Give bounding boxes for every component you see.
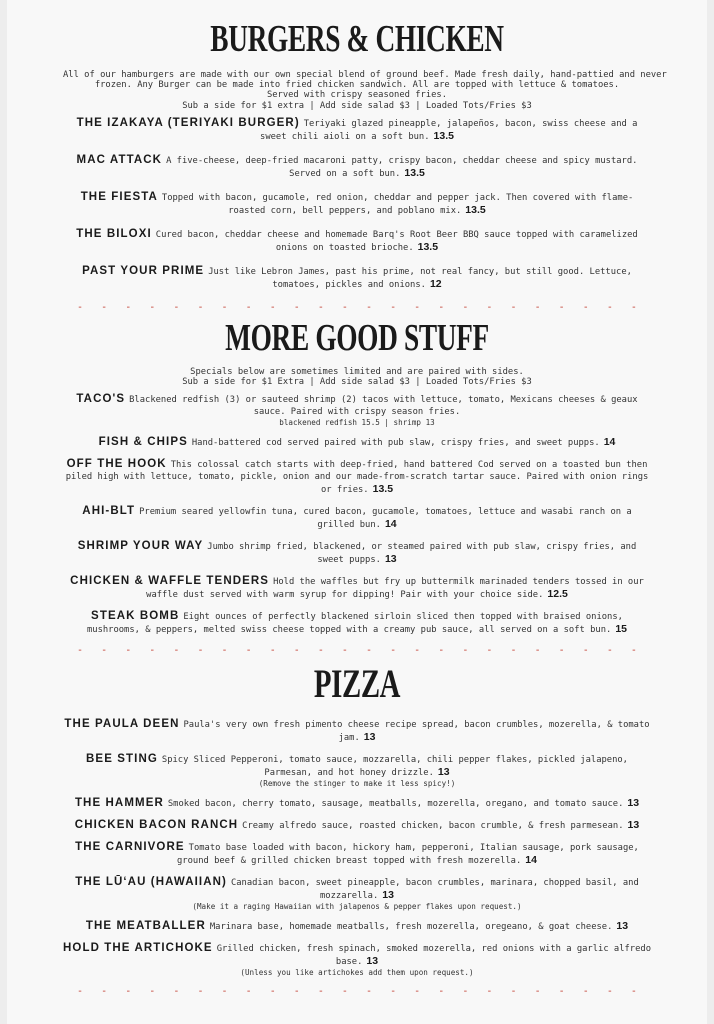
item-name: THE LŪʻAU (HAWAIIAN): [75, 876, 227, 889]
item-desc: Eight ounces of perfectly blackened sirloin sliced then topped with braised onions, mushrooms, & peppers, melted swiss cheese topped with a creamy pub sauce, all served on a soft bun.: [86, 612, 623, 636]
item-name: THE BILOXI: [76, 227, 152, 240]
section-divider: - - - - - - - - - - - - - - - - - - - - - - - -: [77, 645, 637, 657]
item-name: STEAK BOMB: [91, 610, 180, 623]
menu-item: [63, 265, 651, 291]
section-intro-more-good-stuff: [63, 367, 651, 387]
item-price: 13: [616, 920, 629, 933]
item-price: 13: [627, 797, 640, 810]
item-price: 13.5: [433, 129, 454, 142]
item-desc: Jumbo shrimp fried, blackened, or steamed paired with pub slaw, crispy fries, and sweet pupps.: [207, 542, 637, 566]
menu-item: [63, 393, 651, 427]
menu-item: [63, 876, 651, 911]
item-name: FISH & CHIPS: [98, 436, 188, 449]
item-desc: Smoked bacon, cherry tomato, sausage, meatballs, mozerella, oregano, and tomato sauce.: [167, 799, 624, 810]
item-desc: Teriyaki glazed pineapple, jalapeños, bacon, swiss cheese and a sweet chili aioli on a soft bun.: [260, 118, 638, 142]
item-price: 14: [384, 518, 397, 531]
item-desc: Premium seared yellowfin tuna, cured bacon, gucamole, tomatoes, lettuce and wasabi ranch on a grilled bun.: [139, 507, 632, 531]
item-name: MAC ATTACK: [76, 153, 163, 166]
item-price: 13: [437, 766, 450, 779]
item-price: 13: [363, 731, 376, 744]
intro-line: Sub a side for $1 extra | Add side salad $3 | Loaded Tots/Fries $3: [182, 100, 532, 111]
item-price: 12.5: [547, 588, 568, 601]
item-price: 12: [429, 277, 442, 290]
item-price: 13.5: [372, 483, 394, 496]
item-desc: A five-cheese, deep-fried macaroni patty, crispy bacon, cheddar cheese and spicy mustard. Served on a soft bun.: [166, 155, 638, 179]
menu-item: [63, 117, 651, 143]
item-name: OFF THE HOOK: [66, 458, 167, 471]
item-desc: Hand-battered cod served paired with pub slaw, crispy fries, and sweet pupps.: [191, 438, 600, 449]
item-name: THE FIESTA: [80, 190, 158, 203]
item-name: TACO'S: [76, 393, 126, 406]
item-price: 13: [366, 955, 379, 968]
menu-item: [63, 575, 651, 601]
item-name: CHICKEN & WAFFLE TENDERS: [70, 575, 270, 588]
menu-item: [63, 458, 651, 496]
menu-item: [63, 436, 651, 449]
item-name: THE IZAKAYA (TERIYAKI BURGER): [76, 116, 300, 129]
menu-item: [63, 841, 651, 867]
menu-item: [63, 718, 651, 744]
item-price: 14: [525, 854, 537, 867]
item-name: BEE STING: [86, 753, 158, 766]
section-items-more-good-stuff: [63, 393, 651, 636]
item-name: THE PAULA DEEN: [64, 718, 180, 731]
item-price: 13.5: [417, 240, 439, 253]
menu-page: [7, 0, 707, 1024]
item-desc: Tomato base loaded with bacon, hickory ham, pepperoni, Italian sausage, pork sausage, ground beef & grilled chicken breast topped with fresh mozerella.: [177, 843, 639, 867]
menu-item: [63, 610, 651, 636]
item-price: 15: [615, 623, 627, 636]
item-price: 13.5: [404, 166, 425, 179]
item-desc: Marinara base, homemade meatballs, fresh mozerella, oregeano, & goat cheese.: [209, 922, 613, 933]
item-desc: Spicy Sliced Pepperoni, tomato sauce, mozzarella, chili pepper flakes, pickled jalapeno, Parmesan, and hot honey drizzle.: [161, 755, 628, 779]
item-note: blackened redfish 15.5 | shrimp 13: [279, 418, 435, 428]
menu-item: [63, 540, 651, 566]
menu-item: [63, 920, 651, 933]
item-desc: Paula's very own fresh pimento cheese recipe spread, bacon crumbles, mozerella, & tomato jam.: [183, 720, 650, 744]
menu-item: [63, 942, 651, 977]
section-intro-burgers: [63, 70, 667, 111]
item-price: 13: [627, 819, 640, 832]
section-title-burgers: BURGERS & CHICKEN: [210, 18, 504, 60]
item-name: THE CARNIVORE: [75, 841, 185, 854]
menu-item: [63, 505, 651, 531]
item-price: 13.5: [465, 203, 486, 216]
item-price: 13: [382, 889, 394, 902]
item-name: THE MEATBALLER: [85, 920, 206, 933]
menu-item: [63, 191, 651, 217]
intro-line: Served with crispy seasoned fries.: [266, 90, 448, 101]
item-note: (Make it a raging Hawaiian with jalapenos & pepper flakes upon request.): [192, 902, 522, 912]
intro-line: All of our hamburgers are made with our own special blend of ground beef. Made fresh daily, hand-pattied and never: [63, 70, 667, 80]
menu-item: [63, 154, 651, 180]
item-name: AHI-BLT: [82, 505, 136, 518]
item-desc: Hold the waffles but fry up buttermilk marinaded tenders tossed in our waffle dust served with warm syrup for dipping! Pair with your choice side.: [146, 577, 644, 601]
section-items-pizza: [63, 718, 651, 977]
item-name: SHRIMP YOUR WAY: [77, 540, 204, 553]
item-name: HOLD THE ARTICHOKE: [63, 942, 213, 955]
item-name: PAST YOUR PRIME: [82, 264, 205, 277]
item-desc: Cured bacon, cheddar cheese and homemade Barq's Root Beer BBQ sauce topped with caramelized onions on toasted brioche.: [155, 229, 638, 253]
section-title-more-good-stuff: MORE GOOD STUFF: [225, 316, 489, 359]
item-price: 14: [603, 436, 616, 449]
section-divider: - - - - - - - - - - - - - - - - - - - - - - - -: [77, 986, 637, 998]
item-price: 13: [384, 553, 397, 566]
item-desc: Topped with bacon, gucamole, red onion, cheddar and pepper jack. Then covered with flame-roasted corn, bell peppers, and poblano mix.: [161, 192, 634, 216]
section-title-pizza: PIZZA: [313, 661, 401, 707]
section-divider: - - - - - - - - - - - - - - - - - - - - - - - -: [77, 301, 637, 313]
item-desc: Blackened redfish (3) or sauteed shrimp (2) tacos with lettuce, tomato, Mexicans cheeses & geaux sauce. Paired with crispy season fries.: [129, 395, 638, 418]
intro-line: Specials below are sometimes limited and are paired with sides.: [190, 366, 524, 377]
item-desc: Canadian bacon, sweet pineapple, bacon crumbles, marinara, chopped basil, and mozzarella.: [230, 878, 639, 902]
item-name: THE HAMMER: [74, 797, 164, 810]
item-desc: This colossal catch starts with deep-fried, hand battered Cod served on a toasted bun then piled high with lettuce, tomato, pickle, onion and our made-from-scratch tartar sauce. Paired with onion rings or fries.: [65, 460, 649, 496]
item-desc: Grilled chicken, fresh spinach, smoked mozerella, red onions with a garlic alfredo base.: [216, 944, 651, 968]
item-desc: Creamy alfredo sauce, roasted chicken, bacon crumble, & fresh parmesean.: [242, 821, 624, 832]
intro-line: Sub a side for $1 Extra | Add side salad $3 | Loaded Tots/Fries $3: [182, 377, 532, 388]
item-desc: Just like Lebron James, past his prime, not real fancy, but still good. Lettuce, tomatoes, pickles and onions.: [208, 266, 632, 290]
menu-item: [63, 228, 651, 254]
item-note: (Remove the stinger to make it less spicy!): [258, 779, 456, 789]
item-note: (Unless you like artichokes add them upon request.): [240, 968, 474, 978]
intro-line: frozen. Any Burger can be made into fried chicken sandwich. All are topped with lettuce & tomatoes.: [94, 80, 620, 91]
menu-item: [63, 797, 651, 810]
item-name: CHICKEN BACON RANCH: [74, 819, 239, 832]
menu-item: [63, 753, 651, 788]
menu-item: [63, 819, 651, 832]
